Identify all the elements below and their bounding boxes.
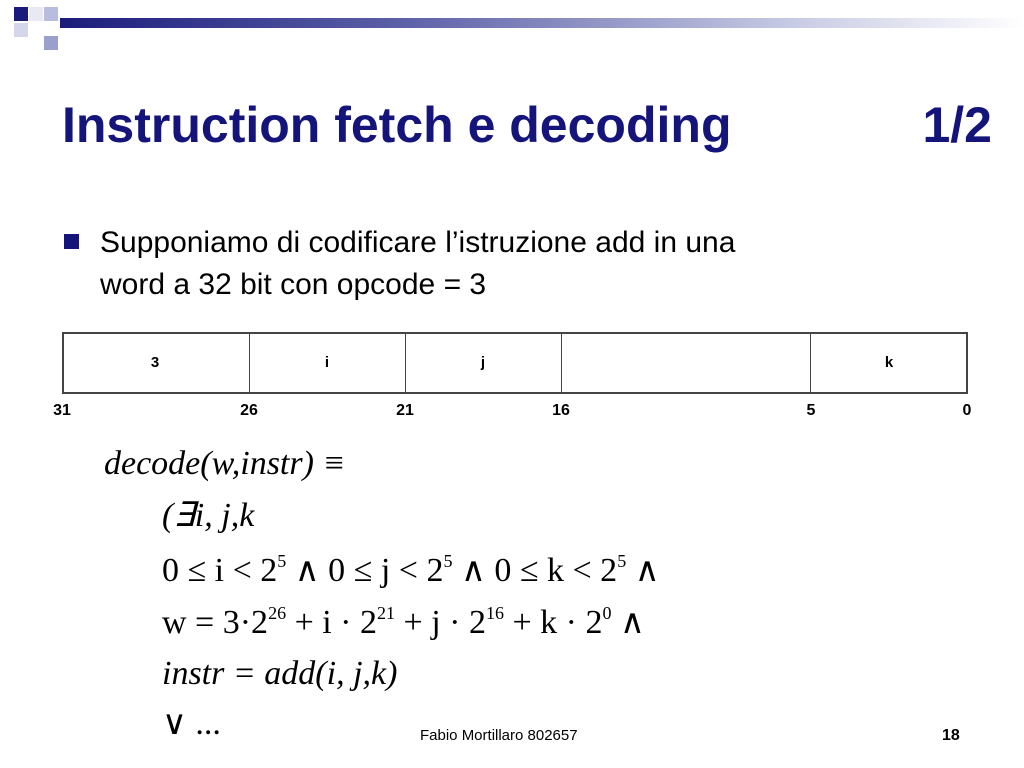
formula-text: ∧ 0 ≤ k < 2 <box>452 552 618 589</box>
formula-text: + j · 2 <box>395 604 486 641</box>
formula-exponent: 5 <box>277 551 287 571</box>
formula-line-4 <box>162 603 645 643</box>
square-bullet-icon <box>64 234 79 249</box>
instruction-word-box <box>62 332 968 394</box>
field-divider <box>405 332 406 394</box>
formula-text: decode(w,instr) ≡ <box>104 445 346 482</box>
formula-exponent: 16 <box>485 603 504 623</box>
formula-text: (∃i, j,k <box>162 497 255 534</box>
formula-text: + k · 2 <box>503 604 603 641</box>
slide-title-text: Instruction fetch e decoding <box>62 97 732 153</box>
formula-exponent: 26 <box>268 603 287 623</box>
field-opcode: 3 <box>150 354 160 371</box>
decor-square <box>44 36 58 50</box>
formula-exponent: 5 <box>617 551 627 571</box>
formula-text: ∧ <box>611 604 645 641</box>
decor-square <box>14 23 28 37</box>
bit-position: 16 <box>552 402 570 419</box>
footer-author: Fabio Mortillaro 802657 <box>420 727 578 744</box>
slide-title <box>62 96 992 154</box>
formula-exponent: 21 <box>377 603 396 623</box>
decor-square <box>14 7 28 21</box>
bit-position: 21 <box>396 402 414 419</box>
bullet-line: word a 32 bit con opcode = 3 <box>100 268 487 301</box>
formula-text: ∨ ... <box>162 705 221 742</box>
formula-line-6 <box>162 704 221 744</box>
formula-line-3 <box>162 551 660 591</box>
field-divider <box>249 332 250 394</box>
decor-square <box>44 7 58 21</box>
bit-position: 26 <box>240 402 258 419</box>
formula-text: 0 ≤ i < 2 <box>162 552 278 589</box>
formula-text: + i · 2 <box>286 604 378 641</box>
field-j: j <box>480 354 486 371</box>
bullet-text <box>100 222 982 306</box>
formula-text: instr = add(i, j,k) <box>162 655 398 692</box>
decor-square <box>29 7 43 21</box>
field-k: k <box>884 354 894 371</box>
formula-text: w = 3·2 <box>162 604 269 641</box>
page-number: 18 <box>942 727 960 744</box>
bullet-line: Supponiamo di codificare l’istruzione add in una <box>100 226 736 259</box>
bit-position: 31 <box>53 402 71 419</box>
bit-position: 0 <box>962 402 972 419</box>
formula-text: ∧ <box>626 552 660 589</box>
field-divider <box>810 332 811 394</box>
instruction-format <box>62 332 968 396</box>
formula-exponent: 5 <box>443 551 453 571</box>
formula-text: ∧ 0 ≤ j < 2 <box>286 552 444 589</box>
formula-line-5 <box>162 654 397 694</box>
field-divider <box>561 332 562 394</box>
formula-exponent: 0 <box>602 603 612 623</box>
slide-title-part: 1/2 <box>922 97 992 153</box>
field-i: i <box>324 354 330 371</box>
formula-line-1 <box>104 444 345 484</box>
header-gradient-bar <box>60 18 1024 28</box>
bit-position: 5 <box>806 402 816 419</box>
formula-line-2 <box>162 496 254 536</box>
bullet-item <box>62 222 982 306</box>
